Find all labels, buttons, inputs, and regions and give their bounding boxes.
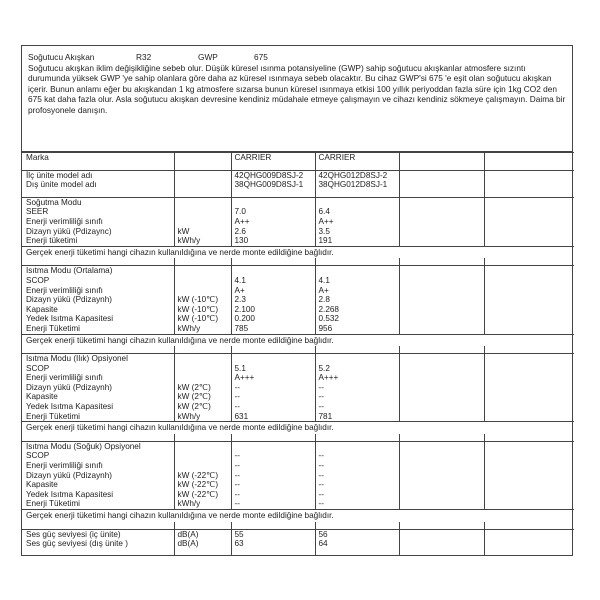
empty-cell <box>484 471 574 481</box>
empty-cell <box>399 324 484 334</box>
empty-cell <box>315 522 399 530</box>
value-model-1: -- <box>231 499 315 509</box>
row-label: SEER <box>26 207 49 217</box>
row-unit: dB(A) <box>174 530 231 540</box>
empty-cell <box>484 480 574 490</box>
empty-cell <box>399 266 484 276</box>
section-title: Isıtma Modu (Ortalama) <box>22 266 174 276</box>
row-label: Enerji verimliliği sınıfı <box>26 285 103 295</box>
row-unit: kW (2℃) <box>174 392 231 402</box>
table-row <box>22 539 574 549</box>
row-label: Ses güç seviyesi (dış ünite ) <box>26 539 128 549</box>
table-row <box>22 227 574 237</box>
refrigerant-label: Soğutucu Akışkan <box>28 52 95 62</box>
row-unit: kW (-10℃) <box>174 314 231 324</box>
row-unit <box>174 451 231 461</box>
empty-cell <box>484 305 574 315</box>
empty-cell <box>484 227 574 237</box>
spacer-row <box>22 522 574 530</box>
table-row <box>22 373 574 383</box>
gwp-value: 675 <box>254 52 268 62</box>
empty-cell <box>484 207 574 217</box>
empty-cell <box>174 354 231 364</box>
value-model-1: -- <box>231 490 315 500</box>
table-row <box>22 324 574 334</box>
empty-cell <box>174 346 231 354</box>
empty-cell <box>174 190 231 198</box>
note-row <box>22 510 574 522</box>
value-model-1: 42QHG009D8SJ-2 <box>231 170 315 180</box>
value-model-2: 38QHG012D8SJ-1 <box>315 180 399 190</box>
empty-cell <box>315 258 399 266</box>
model-row <box>22 170 574 180</box>
table-row <box>22 217 574 227</box>
value-model-2: 0.532 <box>315 314 399 324</box>
empty-cell <box>231 346 315 354</box>
empty-cell <box>22 522 174 530</box>
empty-cell <box>315 549 399 556</box>
row-unit: kW (-10℃) <box>174 305 231 315</box>
row-unit: kW <box>174 227 231 237</box>
empty-cell <box>484 383 574 393</box>
value-model-2: 2.8 <box>315 295 399 305</box>
refrigerant-header <box>28 52 566 63</box>
value-model-2: -- <box>315 490 399 500</box>
empty-cell <box>174 258 231 266</box>
refrigerant-value: R32 <box>136 52 152 62</box>
row-label: Enerji Tüketimi <box>26 323 80 333</box>
value-model-2: 4.1 <box>315 276 399 286</box>
row-label: Enerji verimliliği sınıfı <box>26 216 103 226</box>
energy-note: Gerçek enerji tüketimi hangi cihazın kullanıldığına ve nerde monte edildiğine bağlıdır. <box>22 422 574 434</box>
row-unit: kWh/y <box>174 324 231 334</box>
empty-cell <box>399 258 484 266</box>
value-model-2: 56 <box>315 530 399 540</box>
value-model-2: 781 <box>315 412 399 422</box>
section-title-row <box>22 441 574 451</box>
spacer-row <box>22 549 574 556</box>
empty-cell <box>484 190 574 198</box>
value-model-2: -- <box>315 471 399 481</box>
empty-cell <box>399 490 484 500</box>
spec-sheet <box>21 45 573 556</box>
row-unit: kW (2℃) <box>174 383 231 393</box>
empty-cell <box>399 314 484 324</box>
empty-cell <box>399 539 484 549</box>
empty-cell <box>399 217 484 227</box>
empty-cell <box>174 163 231 171</box>
empty-cell <box>315 354 399 364</box>
value-model-2: 956 <box>315 324 399 334</box>
empty-cell <box>231 434 315 442</box>
empty-cell <box>399 180 484 190</box>
value-model-1: A+++ <box>231 373 315 383</box>
empty-cell <box>22 190 174 198</box>
empty-cell <box>231 354 315 364</box>
section-title: Isıtma Modu (Ilık) Opsiyonel <box>22 354 174 364</box>
empty-cell <box>484 276 574 286</box>
empty-cell <box>399 392 484 402</box>
empty-cell <box>484 286 574 296</box>
empty-cell <box>174 170 231 180</box>
empty-cell <box>315 190 399 198</box>
empty-cell <box>231 197 315 207</box>
value-model-1: A+ <box>231 286 315 296</box>
note-row <box>22 422 574 434</box>
empty-cell <box>399 499 484 509</box>
empty-cell <box>174 153 231 163</box>
empty-cell <box>484 434 574 442</box>
empty-cell <box>22 346 174 354</box>
value-model-2: 42QHG012D8SJ-2 <box>315 170 399 180</box>
empty-cell <box>399 354 484 364</box>
value-model-2: 2.268 <box>315 305 399 315</box>
table-row <box>22 286 574 296</box>
row-label: Dizayn yükü (Pdizaynh) <box>26 470 113 480</box>
empty-cell <box>231 163 315 171</box>
empty-cell <box>231 266 315 276</box>
row-label: Enerji tüketimi <box>26 236 78 246</box>
empty-cell <box>174 434 231 442</box>
value-model-2: A++ <box>315 217 399 227</box>
value-model-1: -- <box>231 383 315 393</box>
value-model-2: -- <box>315 402 399 412</box>
row-label: Enerji Tüketimi <box>26 499 80 509</box>
empty-cell <box>484 373 574 383</box>
empty-cell <box>399 153 484 163</box>
empty-cell <box>174 266 231 276</box>
note-row <box>22 334 574 346</box>
empty-cell <box>315 434 399 442</box>
value-model-1: 631 <box>231 412 315 422</box>
empty-cell <box>174 197 231 207</box>
spacer-row <box>22 163 574 171</box>
empty-cell <box>399 163 484 171</box>
gwp-label: GWP <box>198 52 218 62</box>
row-unit <box>174 276 231 286</box>
value-model-1: -- <box>231 392 315 402</box>
empty-cell <box>315 163 399 171</box>
empty-cell <box>399 383 484 393</box>
empty-cell <box>174 441 231 451</box>
empty-cell <box>399 373 484 383</box>
value-model-1: 5.1 <box>231 364 315 374</box>
empty-cell <box>399 305 484 315</box>
row-unit: kW (-22℃) <box>174 471 231 481</box>
model-row <box>22 180 574 190</box>
row-label: Yedek Isıtma Kapasitesi <box>26 402 114 412</box>
empty-cell <box>484 180 574 190</box>
value-model-2: -- <box>315 451 399 461</box>
row-unit <box>174 207 231 217</box>
empty-cell <box>399 197 484 207</box>
row-label: Yedek Isıtma Kapasitesi <box>26 314 114 324</box>
value-model-1: 2.6 <box>231 227 315 237</box>
section-title: Isıtma Modu (Soğuk) Opsiyonel <box>22 441 174 451</box>
row-label: SCOP <box>26 363 50 373</box>
spacer-row <box>22 258 574 266</box>
row-unit: kW (-22℃) <box>174 480 231 490</box>
brand-model-2: CARRIER <box>315 153 399 163</box>
row-unit: kWh/y <box>174 236 231 246</box>
empty-cell <box>315 266 399 276</box>
value-model-2: 64 <box>315 539 399 549</box>
empty-cell <box>231 441 315 451</box>
spacer-row <box>22 346 574 354</box>
refrigerant-paragraph: Soğutucu akışkan iklim değişikliğine sebeb olur. Düşük küresel ısınma potansiyeline (GWP) sahip soğutucu akışkanlar atmosfere sızıntı durumunda yüksek GWP 'ye sahip olanlara göre daha az küresel ısınmaya sebeb olacaktır. Bu cihaz GWP'si 675 'e eşit olan soğutucu akışkan içerir. Bunun anlamı eğer bu akışkandan 1 kg atmosfere sızarsa bunun küresel ısınmaya etkisi 100 yıllık periyoddan fazla süre için 1kg CO2 den 675 kat daha fazla olur. Asla soğutucu akışkan devresine kendiniz müdahale etmeye çalışmayın ve cihazı kendiniz sökmeye çalışmayın. Daima bir profosyonele danışın. <box>28 62 566 115</box>
empty-cell <box>315 197 399 207</box>
row-unit: kW (-10℃) <box>174 295 231 305</box>
row-label: Kapasite <box>26 304 58 314</box>
row-unit: kW (-22℃) <box>174 490 231 500</box>
empty-cell <box>399 471 484 481</box>
row-label: Kapasite <box>26 392 58 402</box>
empty-cell <box>174 180 231 190</box>
row-label: SCOP <box>26 451 50 461</box>
value-model-1: 2.3 <box>231 295 315 305</box>
section-title: Soğutma Modu <box>22 197 174 207</box>
empty-cell <box>399 451 484 461</box>
energy-note: Gerçek enerji tüketimi hangi cihazın kullanıldığına ve nerde monte edildiğine bağlıdır. <box>22 510 574 522</box>
empty-cell <box>399 364 484 374</box>
empty-cell <box>484 392 574 402</box>
empty-cell <box>484 499 574 509</box>
empty-cell <box>484 163 574 171</box>
row-label: Ses güç seviyesi (iç ünite) <box>26 529 121 539</box>
spacer-row <box>22 434 574 442</box>
empty-cell <box>484 522 574 530</box>
row-label: SCOP <box>26 275 50 285</box>
empty-cell <box>484 266 574 276</box>
value-model-1: 63 <box>231 539 315 549</box>
table-row <box>22 530 574 540</box>
empty-cell <box>399 207 484 217</box>
table-row <box>22 490 574 500</box>
empty-cell <box>484 402 574 412</box>
empty-cell <box>22 258 174 266</box>
row-label: Dizayn yükü (Pdizaync) <box>26 226 112 236</box>
empty-cell <box>484 295 574 305</box>
row-unit <box>174 364 231 374</box>
section-title-row <box>22 266 574 276</box>
table-row <box>22 364 574 374</box>
table-row <box>22 499 574 509</box>
table-row <box>22 305 574 315</box>
note-row <box>22 246 574 258</box>
empty-cell <box>399 412 484 422</box>
row-label: Enerji verimliliği sınıfı <box>26 373 103 383</box>
value-model-2: 3.5 <box>315 227 399 237</box>
energy-note: Gerçek enerji tüketimi hangi cihazın kullanıldığına ve nerde monte edildiğine bağlıdır. <box>22 334 574 346</box>
empty-cell <box>484 217 574 227</box>
value-model-1: 0.200 <box>231 314 315 324</box>
empty-cell <box>484 346 574 354</box>
row-label: Dizayn yükü (Pdizaynh) <box>26 382 113 392</box>
empty-cell <box>484 354 574 364</box>
table-row <box>22 480 574 490</box>
value-model-2: -- <box>315 480 399 490</box>
empty-cell <box>484 412 574 422</box>
empty-cell <box>315 346 399 354</box>
section-title-row <box>22 354 574 364</box>
empty-cell <box>231 190 315 198</box>
value-model-1: -- <box>231 480 315 490</box>
empty-cell <box>399 434 484 442</box>
value-model-1: 38QHG009D8SJ-1 <box>231 180 315 190</box>
value-model-2: A+ <box>315 286 399 296</box>
row-label: Dizayn yükü (Pdizaynh) <box>26 295 113 305</box>
row-label: Kapasite <box>26 480 58 490</box>
row-label: Enerji verimliliği sınıfı <box>26 461 103 471</box>
row-label: İlç ünite model adı <box>22 170 174 180</box>
value-model-2: 191 <box>315 236 399 246</box>
table-row <box>22 207 574 217</box>
empty-cell <box>231 522 315 530</box>
brand-model-1: CARRIER <box>231 153 315 163</box>
empty-cell <box>399 402 484 412</box>
value-model-2: -- <box>315 461 399 471</box>
row-label: Dış ünite model adı <box>26 180 97 190</box>
empty-cell <box>22 163 174 171</box>
value-model-1: 4.1 <box>231 276 315 286</box>
row-unit <box>174 461 231 471</box>
empty-cell <box>484 364 574 374</box>
table-row <box>22 461 574 471</box>
empty-cell <box>399 276 484 286</box>
table-row <box>22 383 574 393</box>
empty-cell <box>399 286 484 296</box>
row-unit: kW (2℃) <box>174 402 231 412</box>
refrigerant-info <box>22 46 572 152</box>
section-title-row <box>22 197 574 207</box>
row-unit: dB(A) <box>174 539 231 549</box>
row-label: Yedek Isıtma Kapasitesi <box>26 489 114 499</box>
value-model-1: 55 <box>231 530 315 540</box>
value-model-2: -- <box>315 392 399 402</box>
table-row <box>22 236 574 246</box>
empty-cell <box>231 258 315 266</box>
empty-cell <box>399 346 484 354</box>
empty-cell <box>399 236 484 246</box>
row-unit: kWh/y <box>174 412 231 422</box>
empty-cell <box>484 441 574 451</box>
brand-row <box>22 153 574 163</box>
empty-cell <box>399 190 484 198</box>
empty-cell <box>484 324 574 334</box>
empty-cell <box>484 314 574 324</box>
empty-cell <box>399 461 484 471</box>
value-model-2: 5.2 <box>315 364 399 374</box>
value-model-2: 6.4 <box>315 207 399 217</box>
empty-cell <box>174 549 231 556</box>
empty-cell <box>484 549 574 556</box>
row-unit: kWh/y <box>174 499 231 509</box>
empty-cell <box>399 227 484 237</box>
value-model-1: 785 <box>231 324 315 334</box>
spacer-row <box>22 190 574 198</box>
empty-cell <box>484 490 574 500</box>
empty-cell <box>484 153 574 163</box>
row-unit <box>174 286 231 296</box>
row-unit <box>174 373 231 383</box>
empty-cell <box>399 530 484 540</box>
empty-cell <box>484 197 574 207</box>
value-model-2: -- <box>315 499 399 509</box>
empty-cell <box>399 295 484 305</box>
value-model-1: 7.0 <box>231 207 315 217</box>
empty-cell <box>315 441 399 451</box>
table-row <box>22 402 574 412</box>
empty-cell <box>399 170 484 180</box>
empty-cell <box>399 549 484 556</box>
empty-cell <box>484 461 574 471</box>
value-model-1: 130 <box>231 236 315 246</box>
row-label: Enerji Tüketimi <box>26 411 80 421</box>
empty-cell <box>174 522 231 530</box>
value-model-2: A+++ <box>315 373 399 383</box>
empty-cell <box>484 258 574 266</box>
value-model-2: -- <box>315 383 399 393</box>
value-model-1: -- <box>231 402 315 412</box>
empty-cell <box>399 522 484 530</box>
empty-cell <box>399 441 484 451</box>
empty-cell <box>22 549 174 556</box>
table-row <box>22 276 574 286</box>
empty-cell <box>484 170 574 180</box>
brand-label: Marka <box>22 153 174 163</box>
value-model-1: -- <box>231 451 315 461</box>
table-row <box>22 412 574 422</box>
table-row <box>22 295 574 305</box>
value-model-1: -- <box>231 471 315 481</box>
value-model-1: 2.100 <box>231 305 315 315</box>
value-model-1: A++ <box>231 217 315 227</box>
table-row <box>22 392 574 402</box>
value-model-1: -- <box>231 461 315 471</box>
energy-note: Gerçek enerji tüketimi hangi cihazın kullanıldığına ve nerde monte edildiğine bağlıdır. <box>22 246 574 258</box>
empty-cell <box>484 451 574 461</box>
row-unit <box>174 217 231 227</box>
empty-cell <box>484 530 574 540</box>
spec-table <box>22 152 574 556</box>
empty-cell <box>484 539 574 549</box>
table-row <box>22 471 574 481</box>
empty-cell <box>399 480 484 490</box>
table-row <box>22 314 574 324</box>
empty-cell <box>484 236 574 246</box>
empty-cell <box>22 434 174 442</box>
empty-cell <box>231 549 315 556</box>
table-row <box>22 451 574 461</box>
